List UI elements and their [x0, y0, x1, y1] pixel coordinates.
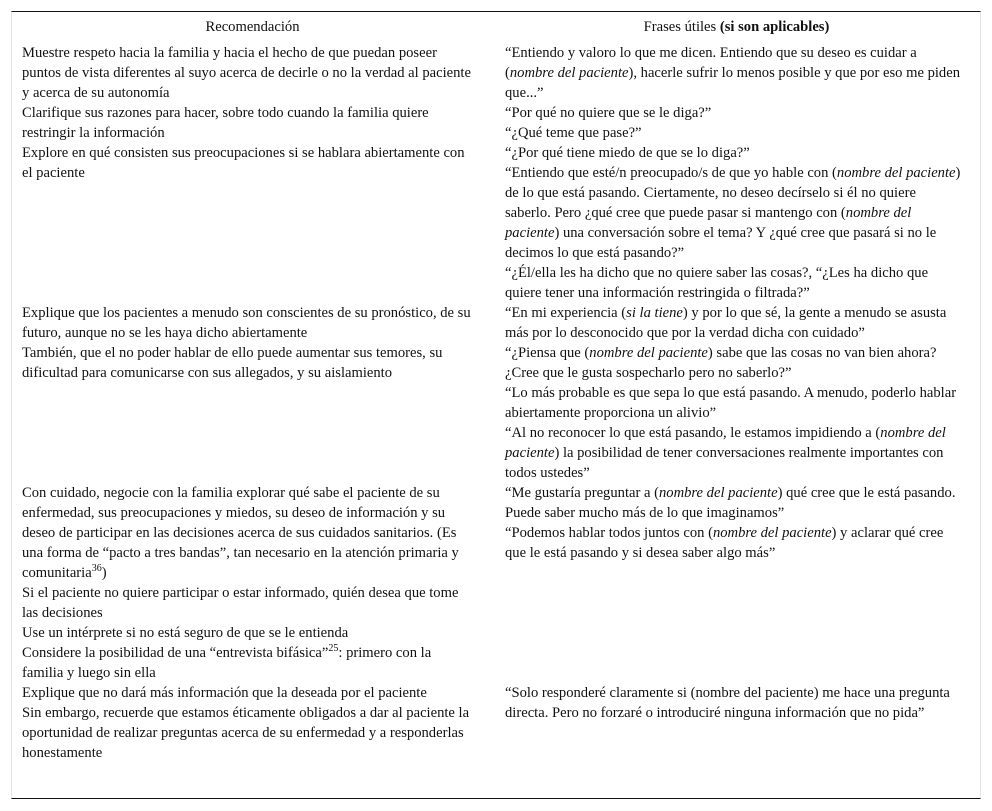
table-header-row: [12, 12, 980, 43]
useful-phrase: “¿Piensa que (nombre del paciente) sabe que las cosas no van bien ahora? ¿Cree que le gusta sospecharlo pero no saberlo?”: [505, 345, 937, 381]
phrase-cell: [493, 103, 980, 303]
recommendation-cell: [12, 103, 493, 303]
useful-phrase: “Por qué no quiere que se le diga?”: [505, 105, 712, 121]
phrase-cell: [493, 43, 980, 103]
recommendation-text: Con cuidado, negocie con la familia explorar qué sabe el paciente de su enfermedad, sus preocupaciones y miedos, su deseo de información y su deseo de participar en las decisiones acerca de sus cuidados sanitarios. (Es una forma de “pacto a tres bandas”, tan necesario en la atención primaria y comunitaria$^{36}$): [22, 485, 459, 581]
placeholder-italic: nombre del paciente: [509, 65, 629, 81]
table-row: [12, 103, 980, 303]
recommendation-text: Explique que no dará más información que la deseada por el paciente: [22, 685, 427, 701]
useful-phrase: “Entiendo y valoro lo que me dicen. Entiendo que su deseo es cuidar a (nombre del paciente), hacerle sufrir lo menos posible y que por eso me piden que...”: [505, 45, 960, 101]
recommendation-text: Muestre respeto hacia la familia y hacia el hecho de que puedan poseer puntos de vista diferentes al suyo acerca de decirle o no la verdad al paciente y acerca de su autonomía: [22, 45, 471, 101]
recommendation-text: Use un intérprete si no está seguro de que se le entienda: [22, 625, 349, 641]
header-phrases-bold: (si son aplicables): [719, 19, 830, 35]
useful-phrase: “Al no reconocer lo que está pasando, le estamos impidiendo a (nombre del paciente) la posibilidad de tener conversaciones realmente importantes con todos ustedes”: [505, 425, 946, 481]
useful-phrase: “En mi experiencia (si la tiene) y por lo que sé, la gente a menudo se asusta más por lo desconocido que por la verdad dicha con cuidado”: [505, 305, 947, 341]
placeholder-italic: si la tiene: [626, 305, 683, 321]
placeholder-italic: nombre del paciente: [589, 345, 708, 361]
placeholder-italic: nombre del paciente: [658, 485, 778, 501]
table-row: [12, 303, 980, 483]
recommendation-text: También, que el no poder hablar de ello puede aumentar sus temores, su dificultad para comunicarse con sus allegados, y su aislamiento: [22, 345, 443, 381]
recommendation-text: Clarifique sus razones para hacer, sobre todo cuando la familia quiere restringir la información: [22, 105, 429, 141]
useful-phrase: “Entiendo que esté/n preocupado/s de que yo hable con (nombre del paciente) de lo que está pasando. Ciertamente, no deseo decírselo si él no quiere saberlo. Pero ¿qué cree que puede pasar si mantengo con (nombre del paciente) una conversación sobre el tema? Y ¿qué cree que pasará si no le decimos lo que está pasando?”: [505, 165, 961, 261]
recommendation-text: Si el paciente no quiere participar o estar informado, quién desea que tome las decisiones: [22, 585, 459, 621]
placeholder-italic: nombre del paciente: [505, 205, 912, 241]
placeholder-italic: nombre del paciente: [505, 425, 946, 461]
useful-phrase: “¿Qué teme que pase?”: [505, 125, 642, 141]
header-phrases-text: Frases útiles: [643, 19, 720, 35]
table-row: [12, 483, 980, 683]
recommendation-cell: [12, 303, 493, 483]
recommendation-text: Sin embargo, recuerde que estamos éticamente obligados a dar al paciente la oportunidad de realizar preguntas acerca de su enfermedad y a responderlas honestamente: [22, 705, 470, 761]
useful-phrase: “Lo más probable es que sepa lo que está pasando. A menudo, poderlo hablar abiertamente proporciona un alivio”: [505, 385, 957, 421]
useful-phrase: “¿Él/ella les ha dicho que no quiere saber las cosas?, “¿Les ha dicho que quiere tener una información restringida o filtrada?”: [505, 265, 929, 301]
header-recommendation: Recomendación: [205, 19, 300, 35]
recommendations-table: [12, 12, 980, 763]
table-row: [12, 683, 980, 763]
phrase-cell: [493, 683, 980, 763]
table-row: [12, 43, 980, 103]
recommendation-cell: [12, 483, 493, 683]
placeholder-italic: nombre del paciente: [836, 165, 956, 181]
table-body: [12, 43, 980, 763]
citation-superscript: 36: [91, 563, 102, 574]
citation-superscript: 25: [328, 643, 339, 654]
useful-phrase: “Solo responderé claramente si (nombre del paciente) me hace una pregunta directa. Pero no forzaré o introduciré ninguna información que no pida”: [505, 685, 950, 721]
recommendation-text: Explore en qué consisten sus preocupaciones si se hablara abiertamente con el paciente: [22, 145, 465, 181]
placeholder-italic: nombre del paciente: [712, 525, 832, 541]
recommendation-cell: [12, 683, 493, 763]
useful-phrase: “Me gustaría preguntar a (nombre del paciente) qué cree que le está pasando. Puede saber mucho más de lo que imaginamos”: [505, 485, 956, 521]
phrase-cell: [493, 303, 980, 483]
header-useful-phrases: [493, 12, 980, 43]
recommendations-table-container: [11, 11, 981, 799]
useful-phrase: “¿Por qué tiene miedo de que se lo diga?”: [505, 145, 750, 161]
recommendation-text: Explique que los pacientes a menudo son conscientes de su pronóstico, de su futuro, aunque no se les haya dicho abiertamente: [22, 305, 471, 341]
recommendation-text: Considere la posibilidad de una “entrevista bifásica”$^{25}$: primero con la familia y luego sin ella: [22, 643, 432, 681]
recommendation-cell: [12, 43, 493, 103]
phrase-cell: [493, 483, 980, 683]
useful-phrase: “Podemos hablar todos juntos con (nombre del paciente) y aclarar qué cree que le está pasando y si desea saber algo más”: [505, 525, 944, 561]
